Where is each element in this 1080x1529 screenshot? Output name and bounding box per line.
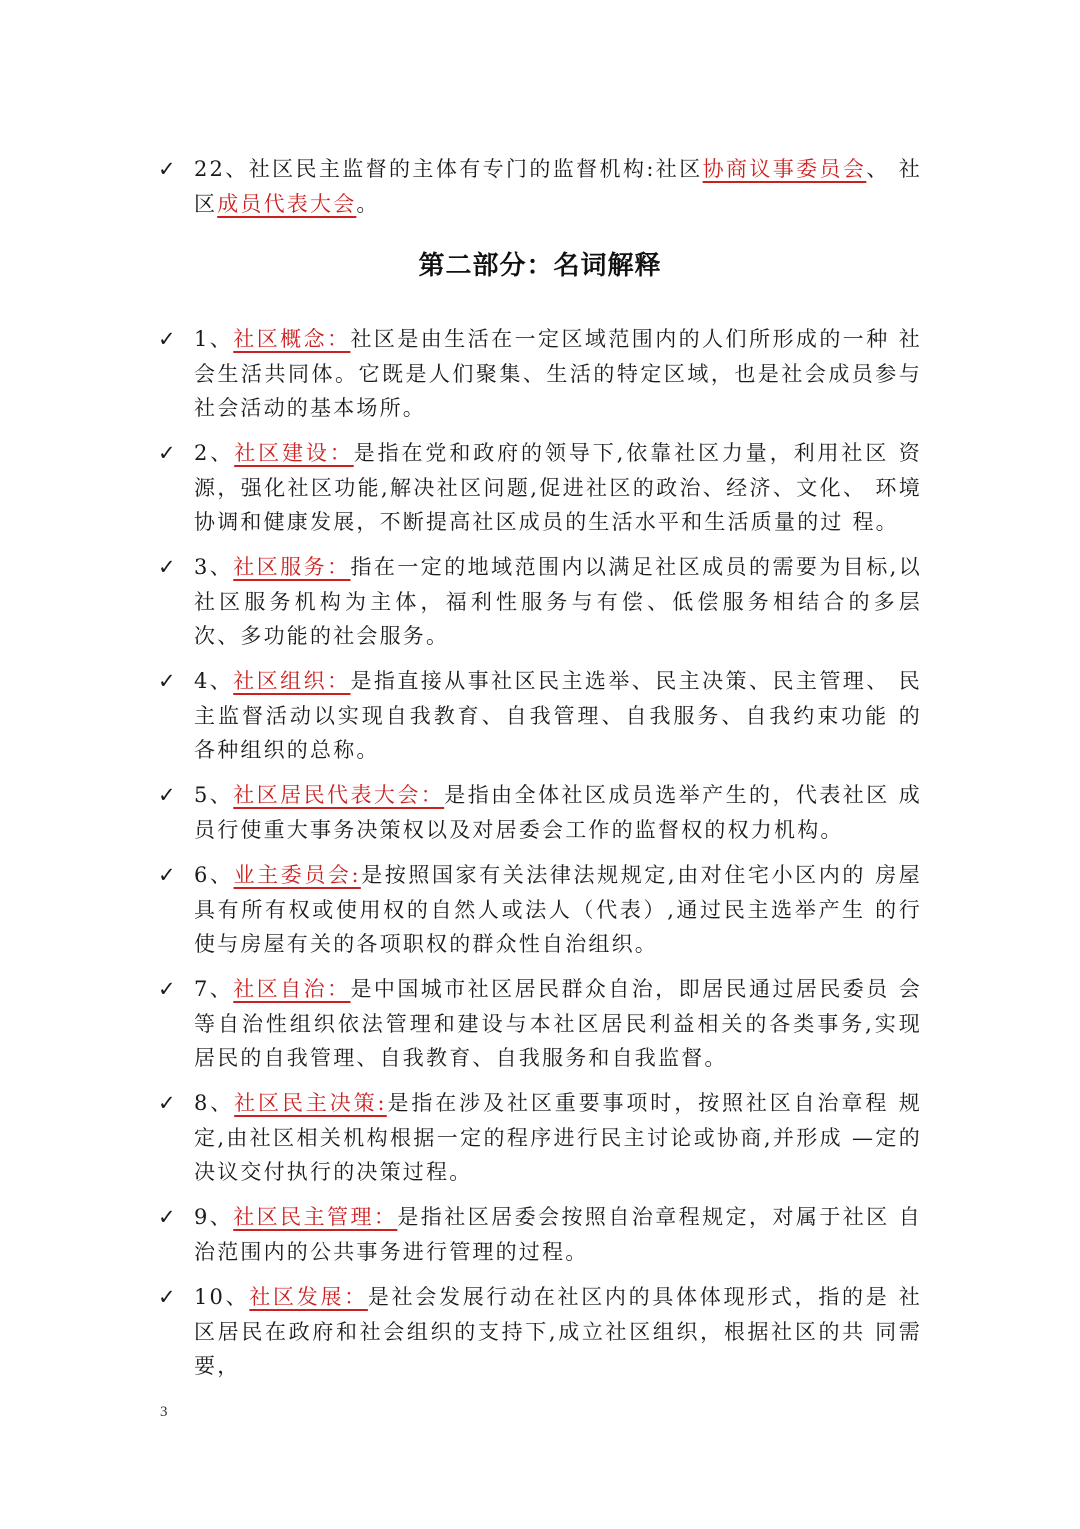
definition-number: 10、: [194, 1285, 250, 1309]
check-icon[interactable]: ✓: [158, 555, 176, 579]
check-icon[interactable]: ✓: [158, 1091, 176, 1115]
check-icon[interactable]: ✓: [158, 327, 176, 351]
definition-item: [158, 1200, 928, 1269]
definition-number: 7、: [194, 977, 234, 1001]
definition-number: 8、: [194, 1091, 235, 1115]
check-icon[interactable]: ✓: [158, 863, 176, 887]
definition-item: [158, 1280, 928, 1384]
definition-item: [158, 858, 928, 962]
definition-term: 业主委员会:: [233, 863, 361, 887]
definition-text: [194, 1086, 922, 1190]
term-member-congress: 成员代表大会: [217, 191, 357, 216]
definition-body: 是中国城市社区居民群众自治，即居民通过居民委员 会等自治性组织依法管理和建设与本社区居民利益相关的各类事务,实现居民的自我管理、自我教育、自我服务和自我监督。: [194, 977, 922, 1070]
check-icon[interactable]: ✓: [158, 157, 176, 181]
definition-text: [194, 972, 922, 1076]
definition-item: [158, 972, 928, 1076]
definition-text: [194, 1280, 922, 1384]
definition-term: 社区组织：: [233, 669, 351, 693]
definition-number: 1、: [194, 327, 234, 351]
definition-number: 4、: [194, 669, 234, 693]
definition-text: [194, 436, 922, 540]
page-number: 3: [160, 1404, 168, 1420]
definition-term: 社区概念：: [233, 327, 351, 351]
check-icon[interactable]: ✓: [158, 977, 176, 1001]
check-icon[interactable]: ✓: [158, 783, 176, 807]
item-22-middle: 、 社区: [194, 157, 922, 216]
check-icon[interactable]: ✓: [158, 669, 176, 693]
definition-item: [158, 550, 928, 654]
definition-item: [158, 436, 928, 540]
definition-body: 是指社区居委会按照自治章程规定，对属于社区 自治范围内的公共事务进行管理的过程。: [194, 1205, 922, 1264]
definition-number: 3、: [194, 555, 234, 579]
item-22: [158, 152, 928, 221]
check-icon[interactable]: ✓: [158, 441, 176, 465]
check-icon[interactable]: ✓: [158, 1285, 176, 1309]
definition-text: [194, 858, 922, 962]
definition-body: 是按照国家有关法律法规规定,由对住宅小区内的 房屋具有所有权或使用权的自然人或法人（代表）,通过民主选举产生 的行使与房屋有关的各项职权的群众性自治组织。: [194, 863, 922, 956]
definition-body: 是指由全体社区成员选举产生的，代表社区 成员行使重大事务决策权以及对居委会工作的监督权的权力机构。: [194, 783, 922, 842]
definition-item: [158, 322, 928, 426]
definition-body: 指在一定的地域范围内以满足社区成员的需要为目标,以社区服务机构为主体，福利性服务与有偿、低偿服务相结合的多层 次、多功能的社会服务。: [194, 555, 922, 648]
definition-term: 社区居民代表大会：: [233, 783, 445, 807]
section-heading: 第二部分：名词解释: [418, 251, 662, 281]
definition-body: 是指直接从事社区民主选举、民主决策、民主管理、 民主监督活动以实现自我教育、自我管理、自我服务、自我约束功能 的各种组织的总称。: [194, 669, 922, 762]
definition-body: 是指在涉及社区重要事项时，按照社区自治章程 规定,由社区相关机构根据一定的程序进行民主讨论或协商,并形成 —定的决议交付执行的决策过程。: [194, 1091, 922, 1184]
definition-item: [158, 778, 928, 847]
definition-text: [194, 664, 922, 768]
definition-text: [194, 1200, 922, 1269]
term-negotiation-committee: 协商议事委员会: [702, 157, 867, 181]
definition-item: [158, 664, 928, 768]
definition-body: 是指在党和政府的领导下,依靠社区力量，利用社区 资源，强化社区功能,解决社区问题,促进社区的政治、经济、文化、 环境协调和健康发展，不断提高社区成员的生活水平和生活质量的过 程。: [194, 441, 923, 534]
item-22-prefix: 22、社区民主监督的主体有专门的监督机构:社区: [194, 157, 703, 181]
definition-term: 社区民主管理：: [233, 1205, 398, 1229]
definition-number: 5、: [194, 783, 234, 807]
item-22-suffix: 。: [356, 191, 380, 216]
definition-term: 社区民主决策:: [234, 1091, 387, 1115]
definition-term: 社区服务：: [233, 555, 351, 579]
check-icon[interactable]: ✓: [158, 1205, 176, 1229]
definition-body: 是社会发展行动在社区内的具体体现形式，指的是 社区居民在政府和社会组织的支持下,成立社区组织，根据社区的共 同需要，: [194, 1285, 922, 1378]
definition-term: 社区建设：: [234, 441, 354, 465]
definition-item: [158, 1086, 928, 1190]
definition-number: 6、: [194, 863, 234, 887]
definition-text: [194, 778, 922, 847]
definition-number: 9、: [194, 1205, 234, 1229]
definition-text: [194, 322, 922, 426]
definition-body: 社区是由生活在一定区域范围内的人们所形成的一种 社会生活共同体。它既是人们聚集、生活的特定区域，也是社会成员参与社会活动的基本场所。: [194, 327, 922, 420]
definition-term: 社区自治：: [233, 977, 351, 1001]
definition-term: 社区发展：: [249, 1285, 368, 1309]
item-22-text: [194, 152, 922, 221]
definition-text: [194, 550, 922, 654]
definition-number: 2、: [194, 441, 235, 465]
